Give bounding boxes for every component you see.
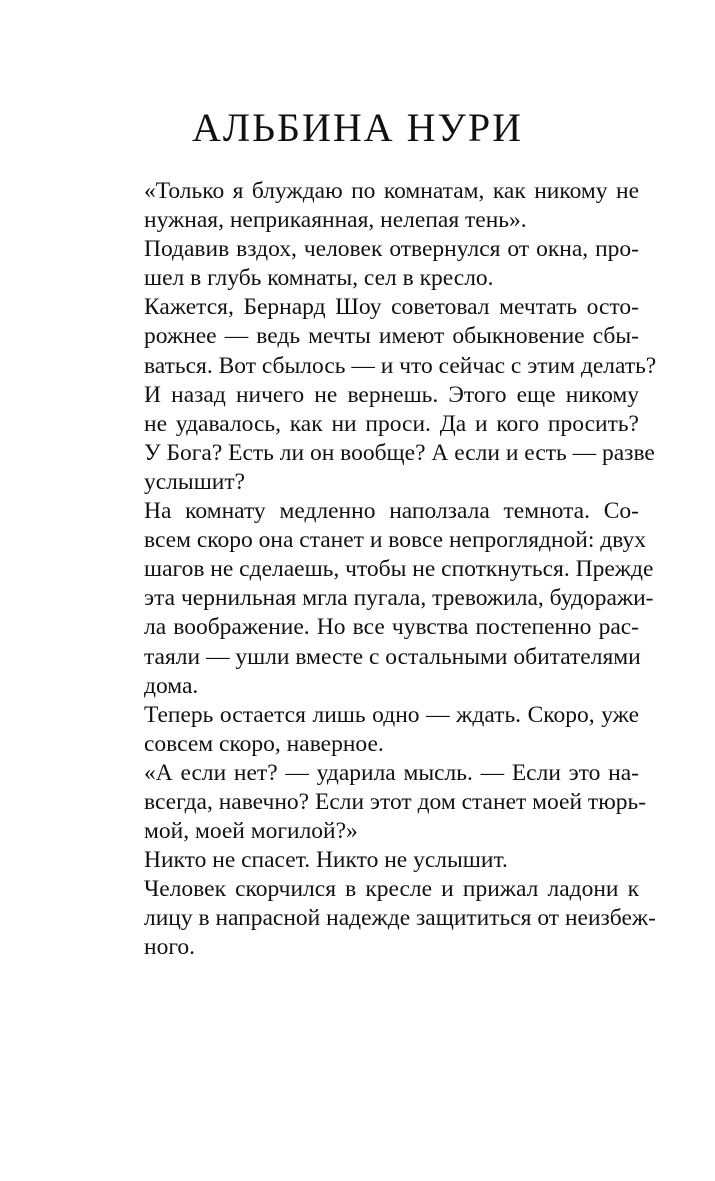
text-line: лицу в напрасной надежде защититься от неизбеж- [144,905,656,932]
text-line: Теперь остается лишь одно — ждать. Скоро, уже [144,701,639,728]
paragraph-6 [106,701,639,759]
paragraph-8 [106,846,639,875]
text-line: нужная, неприкаянная, нелепая тень». [144,207,527,234]
paragraph-7 [106,759,647,846]
text-line: рожнее — ведь мечты имеют обыкновение сбы- [144,323,639,350]
paragraph-1 [106,177,639,235]
text-line: эта чернильная мгла пугала, тревожила, будоражи- [144,585,654,612]
text-line: Никто не спасет. Никто не услышит. [144,847,508,874]
text-line: совсем скоро, наверное. [144,730,384,757]
text-line: шагов не сделаешь, чтобы не споткнуться. Прежде [144,556,654,583]
running-title: АЛЬБИНА НУРИ [192,105,523,150]
paragraph-4 [106,381,655,497]
text-line: услышит? [144,468,246,495]
text-line: мой, моей могилой?» [144,818,358,845]
text-line: всегда, навечно? Если этот дом станет моей тюрь- [144,788,647,815]
text-line: У Бога? Есть ли он вообще? А если и есть — разве [144,439,655,466]
text-line: шел в глубь комнаты, сел в кресло. [144,265,494,292]
text-line: всем скоро она станет и вовсе непроглядной: двух [144,527,647,554]
text-line: «Только я блуждаю по комнатам, как никому не [144,178,639,204]
text-line: ного. [144,934,196,961]
text-line: И назад ничего не вернешь. Этого еще никому [144,381,639,408]
paragraph-3 [106,293,657,380]
paragraph-2 [106,235,639,293]
text-line: ваться. Вот сбылось — и что сейчас с этим делать? [144,352,657,379]
paragraph-9 [106,875,656,962]
text-line: «А если нет? — ударила мысль. — Если это на- [144,759,639,786]
text-line: ла воображение. Но все чувства постепенно рас- [144,614,639,641]
paragraph-5 [106,497,654,701]
text-line: На комнату медленно наползала темнота. Со- [144,498,639,525]
text-line: Человек скорчился в кресле и прижал ладони к [144,876,639,903]
text-line: не удавалось, как ни проси. Да и кого просить? [144,410,639,437]
body-text [106,177,657,963]
text-line: таяли — ушли вместе с остальными обитателями [144,643,641,670]
text-line: Кажется, Бернард Шоу советовал мечтать осто- [144,294,639,321]
text-line: дома. [144,672,199,699]
text-line: Подавив вздох, человек отвернулся от окна, про- [144,236,639,263]
